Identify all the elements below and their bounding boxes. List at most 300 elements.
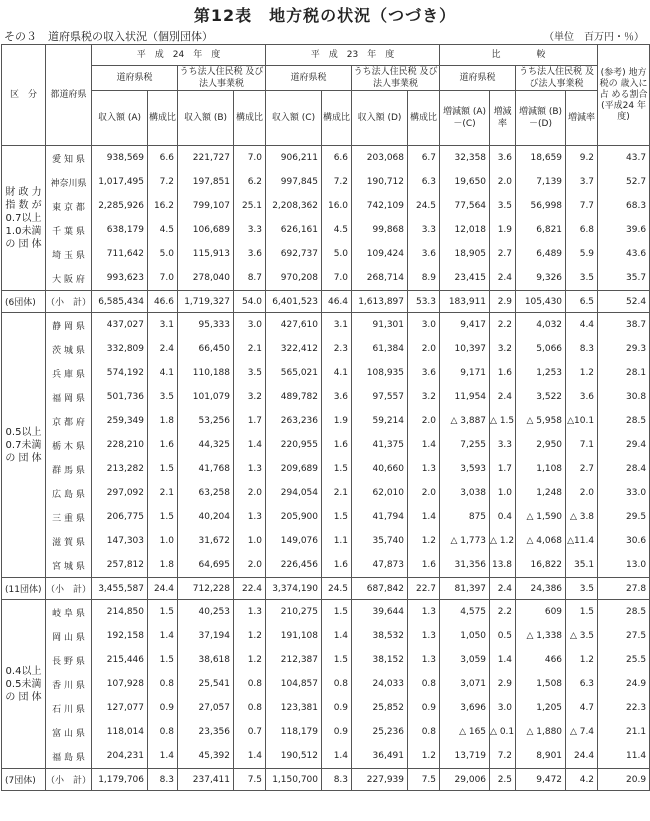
value-cell: 875 (440, 505, 490, 529)
value-cell: 37,194 (178, 624, 234, 648)
value-cell: 30.6 (598, 529, 650, 553)
value-cell: △ 1.5 (490, 409, 516, 433)
value-cell: 19,650 (440, 170, 490, 194)
value-cell: 1.5 (322, 648, 352, 672)
value-cell: 6.2 (234, 170, 266, 194)
prefecture-name: 宮 城 県 (46, 553, 92, 578)
value-cell: 43.6 (598, 242, 650, 266)
value-cell: 24.4 (566, 744, 598, 769)
value-cell: 7,255 (440, 433, 490, 457)
prefecture-name: 愛 知 県 (46, 146, 92, 171)
value-cell: 9,171 (440, 361, 490, 385)
value-cell: 18,905 (440, 242, 490, 266)
value-cell: 28.4 (598, 457, 650, 481)
value-cell: 7.0 (148, 266, 178, 291)
header-reference: (参考) 地方税の 歳入に占 める割合 (平成24 年度) (598, 45, 650, 146)
value-cell: 1.0 (234, 529, 266, 553)
value-cell: 0.9 (322, 720, 352, 744)
value-cell: 638,179 (92, 218, 148, 242)
subtotal-value: 2.4 (490, 578, 516, 600)
value-cell: 12,018 (440, 218, 490, 242)
value-cell: 4.5 (148, 218, 178, 242)
subtotal-value: 3,374,190 (266, 578, 322, 600)
header-rate-bd: 増減率 (566, 91, 598, 146)
header-cmp-doufukenzei: 道府県税 (440, 66, 516, 91)
value-cell: 205,900 (266, 505, 322, 529)
header-rate-ac: 増減率 (490, 91, 516, 146)
value-cell: 2.9 (490, 672, 516, 696)
value-cell: 1,050 (440, 624, 490, 648)
value-cell: 28.5 (598, 600, 650, 625)
value-cell: 799,107 (178, 194, 234, 218)
subtotal-value: 9,472 (516, 769, 566, 791)
value-cell: 2,950 (516, 433, 566, 457)
value-cell: 44,325 (178, 433, 234, 457)
header-diff-ac: 増減額 (A)－(C) (440, 91, 490, 146)
value-cell: 6.6 (322, 146, 352, 171)
value-cell: 0.9 (322, 696, 352, 720)
table-row (2, 648, 650, 672)
subtotal-value: 7.5 (234, 769, 266, 791)
table-row (2, 385, 650, 409)
prefecture-name: 京 都 府 (46, 409, 92, 433)
subtotal-value: 2.9 (490, 291, 516, 313)
prefecture-name: 群 馬 県 (46, 457, 92, 481)
value-cell: 190,712 (352, 170, 408, 194)
value-cell: 45,392 (178, 744, 234, 769)
prefecture-name: 東 京 都 (46, 194, 92, 218)
value-cell: 2,285,926 (92, 194, 148, 218)
value-cell: 1.3 (234, 600, 266, 625)
table-row (2, 313, 650, 338)
value-cell: △ 3.5 (566, 624, 598, 648)
header-ratio-a: 構成比 (148, 91, 178, 146)
value-cell: 68.3 (598, 194, 650, 218)
value-cell: 8.7 (234, 266, 266, 291)
value-cell: 99,868 (352, 218, 408, 242)
value-cell: 2.0 (566, 481, 598, 505)
subtotal-value: 22.4 (234, 578, 266, 600)
subtotal-value: 22.7 (408, 578, 440, 600)
value-cell: 1.6 (148, 433, 178, 457)
table-row (2, 481, 650, 505)
subtotal-value: 27.8 (598, 578, 650, 600)
value-cell: 210,275 (266, 600, 322, 625)
value-cell: 1.4 (490, 648, 516, 672)
value-cell: 3.1 (148, 313, 178, 338)
value-cell: 4.1 (148, 361, 178, 385)
value-cell: 1.6 (322, 553, 352, 578)
value-cell: 41,794 (352, 505, 408, 529)
value-cell: 1.9 (322, 409, 352, 433)
value-cell: 56,998 (516, 194, 566, 218)
page-title: 第12表 地方税の状況（つづき） (193, 6, 457, 25)
subtotal-value: 2.5 (490, 769, 516, 791)
value-cell: 4.1 (322, 361, 352, 385)
value-cell: 297,092 (92, 481, 148, 505)
value-cell: 9,326 (516, 266, 566, 291)
value-cell: 13,719 (440, 744, 490, 769)
prefecture-name: 神奈川県 (46, 170, 92, 194)
value-cell: 7.2 (322, 170, 352, 194)
value-cell: 4,575 (440, 600, 490, 625)
value-cell: 3.5 (234, 361, 266, 385)
value-cell: 28.1 (598, 361, 650, 385)
table-row (2, 361, 650, 385)
value-cell: 1,017,495 (92, 170, 148, 194)
subtotal-value: 6,401,523 (266, 291, 322, 313)
value-cell: 1.5 (148, 505, 178, 529)
value-cell: 7.0 (234, 146, 266, 171)
value-cell: 3.3 (490, 433, 516, 457)
group-label: 0.4以上 0.5未満 の 団 体 (2, 600, 46, 769)
value-cell: 1.0 (148, 529, 178, 553)
value-cell: 1.2 (566, 648, 598, 672)
value-cell: 3,696 (440, 696, 490, 720)
value-cell: 29.3 (598, 337, 650, 361)
value-cell: 213,282 (92, 457, 148, 481)
value-cell: 1.2 (234, 624, 266, 648)
value-cell: 332,809 (92, 337, 148, 361)
unit-note: （単位 百万円・％） (544, 32, 644, 43)
table-row (2, 600, 650, 625)
value-cell: 1.4 (234, 433, 266, 457)
value-cell: 1.7 (234, 409, 266, 433)
value-cell: 47,873 (352, 553, 408, 578)
value-cell: 4,032 (516, 313, 566, 338)
value-cell: 3,071 (440, 672, 490, 696)
table-row (2, 529, 650, 553)
value-cell: 1.4 (322, 744, 352, 769)
value-cell: 3.1 (322, 313, 352, 338)
value-cell: 95,333 (178, 313, 234, 338)
value-cell: 7.7 (566, 194, 598, 218)
value-cell: 35.1 (566, 553, 598, 578)
value-cell: 0.8 (234, 696, 266, 720)
value-cell: 29.5 (598, 505, 650, 529)
value-cell: 192,158 (92, 624, 148, 648)
value-cell: 16.0 (322, 194, 352, 218)
value-cell: 97,557 (352, 385, 408, 409)
value-cell: 91,301 (352, 313, 408, 338)
value-cell: 1.4 (148, 744, 178, 769)
value-cell: 35,740 (352, 529, 408, 553)
value-cell: 52.7 (598, 170, 650, 194)
subtotal-value: 3,455,587 (92, 578, 148, 600)
value-cell: 13.0 (598, 553, 650, 578)
value-cell: 197,851 (178, 170, 234, 194)
value-cell: 5.9 (566, 242, 598, 266)
value-cell: 226,456 (266, 553, 322, 578)
value-cell: 259,349 (92, 409, 148, 433)
value-cell: 1.2 (408, 529, 440, 553)
value-cell: 6.8 (566, 218, 598, 242)
value-cell: 31,356 (440, 553, 490, 578)
header-prefecture: 都道府県 (46, 45, 92, 146)
value-cell: 1.4 (234, 744, 266, 769)
value-cell: 2.0 (234, 553, 266, 578)
value-cell: 1.6 (408, 553, 440, 578)
value-cell: 21.1 (598, 720, 650, 744)
subtotal-value: 3.5 (566, 578, 598, 600)
value-cell: 2.1 (322, 481, 352, 505)
value-cell: 25.5 (598, 648, 650, 672)
value-cell: 3.5 (490, 194, 516, 218)
prefecture-name: 岡 山 県 (46, 624, 92, 648)
value-cell: 2.7 (566, 457, 598, 481)
table-row (2, 266, 650, 291)
value-cell: 0.7 (234, 720, 266, 744)
subtotal-group-count: (6団体) (2, 291, 46, 313)
value-cell: 25.1 (234, 194, 266, 218)
value-cell: 906,211 (266, 146, 322, 171)
value-cell: 268,714 (352, 266, 408, 291)
value-cell: 0.8 (234, 672, 266, 696)
table-row (2, 696, 650, 720)
subtotal-value: 6,585,434 (92, 291, 148, 313)
header-ratio-c: 構成比 (322, 91, 352, 146)
value-cell: 127,077 (92, 696, 148, 720)
prefecture-name: 滋 賀 県 (46, 529, 92, 553)
value-cell: 39.6 (598, 218, 650, 242)
value-cell: 2.0 (408, 409, 440, 433)
subtotal-value: 46.4 (322, 291, 352, 313)
value-cell: 501,736 (92, 385, 148, 409)
value-cell: 2.4 (490, 266, 516, 291)
value-cell: 2.1 (234, 337, 266, 361)
value-cell: 3.6 (408, 242, 440, 266)
header-revenue-a: 収入額 (A) (92, 91, 148, 146)
value-cell: 16.2 (148, 194, 178, 218)
value-cell: 9.2 (566, 146, 598, 171)
value-cell: 7.1 (566, 433, 598, 457)
table-row (2, 553, 650, 578)
value-cell: 123,381 (266, 696, 322, 720)
value-cell: 2.4 (490, 385, 516, 409)
value-cell: 3.3 (408, 218, 440, 242)
prefecture-name: 埼 玉 県 (46, 242, 92, 266)
value-cell: 29.4 (598, 433, 650, 457)
subtotal-group-count: (7団体) (2, 769, 46, 791)
value-cell: 3.3 (234, 218, 266, 242)
header-ratio-d: 構成比 (408, 91, 440, 146)
value-cell: 31,672 (178, 529, 234, 553)
value-cell: △ 165 (440, 720, 490, 744)
value-cell: 204,231 (92, 744, 148, 769)
value-cell: 1.2 (408, 744, 440, 769)
value-cell: 2.0 (408, 481, 440, 505)
value-cell: 1,253 (516, 361, 566, 385)
value-cell: 24.5 (408, 194, 440, 218)
value-cell: 25,236 (352, 720, 408, 744)
subtotal-value: 54.0 (234, 291, 266, 313)
value-cell: 466 (516, 648, 566, 672)
value-cell: 6.3 (566, 672, 598, 696)
value-cell: △11.4 (566, 529, 598, 553)
value-cell: △ 3,887 (440, 409, 490, 433)
value-cell: 6.6 (148, 146, 178, 171)
subtotal-value: 687,842 (352, 578, 408, 600)
value-cell: 2.0 (234, 481, 266, 505)
prefecture-name: 福 岡 県 (46, 385, 92, 409)
value-cell: 2.0 (490, 170, 516, 194)
value-cell: 1,248 (516, 481, 566, 505)
value-cell: 3,038 (440, 481, 490, 505)
subtotal-row (2, 578, 650, 600)
value-cell: 0.8 (408, 672, 440, 696)
value-cell: 938,569 (92, 146, 148, 171)
value-cell: 118,179 (266, 720, 322, 744)
value-cell: 742,109 (352, 194, 408, 218)
table-row (2, 170, 650, 194)
prefecture-name: 大 阪 府 (46, 266, 92, 291)
table-body (2, 146, 650, 791)
value-cell: 101,079 (178, 385, 234, 409)
value-cell: 7.2 (490, 744, 516, 769)
value-cell: 427,610 (266, 313, 322, 338)
prefecture-name: 茨 城 県 (46, 337, 92, 361)
value-cell: 997,845 (266, 170, 322, 194)
value-cell: 8,901 (516, 744, 566, 769)
table-row (2, 624, 650, 648)
prefecture-name: 三 重 県 (46, 505, 92, 529)
value-cell: 3.0 (490, 696, 516, 720)
value-cell: 38,618 (178, 648, 234, 672)
value-cell: 1.8 (148, 409, 178, 433)
subtotal-value: 237,411 (178, 769, 234, 791)
subtotal-value: 81,397 (440, 578, 490, 600)
value-cell: 40,660 (352, 457, 408, 481)
value-cell: 3,522 (516, 385, 566, 409)
header-diff-bd: 増減額 (B)－(D) (516, 91, 566, 146)
value-cell: 0.8 (408, 720, 440, 744)
header-h23-doufukenzei: 道府県税 (266, 66, 352, 91)
prefecture-name: 千 葉 県 (46, 218, 92, 242)
value-cell: 118,014 (92, 720, 148, 744)
value-cell: 3.0 (234, 313, 266, 338)
value-cell: 209,689 (266, 457, 322, 481)
value-cell: 609 (516, 600, 566, 625)
value-cell: △ 5,958 (516, 409, 566, 433)
header-h23: 平 成 23 年 度 (266, 45, 440, 66)
table-subtitle: その３ 道府県税の収入状況（個別団体） (4, 30, 213, 43)
prefecture-name: 栃 木 県 (46, 433, 92, 457)
prefecture-name: 長 野 県 (46, 648, 92, 672)
value-cell: 1.4 (148, 624, 178, 648)
header-cmp-corporate: うち法人住民税 及び法人事業税 (516, 66, 598, 91)
value-cell: 23,415 (440, 266, 490, 291)
value-cell: 278,040 (178, 266, 234, 291)
value-cell: 4.4 (566, 313, 598, 338)
table-row (2, 744, 650, 769)
value-cell: 62,010 (352, 481, 408, 505)
value-cell: 3.2 (408, 385, 440, 409)
value-cell: 1.3 (408, 624, 440, 648)
value-cell: 0.9 (148, 696, 178, 720)
value-cell: 40,204 (178, 505, 234, 529)
value-cell: 1.6 (490, 361, 516, 385)
header-h24: 平 成 24 年 度 (92, 45, 266, 66)
group-label: 財 政 力 指 数 が 0.7以上 1.0未満 の 団 体 (2, 146, 46, 291)
value-cell: 110,188 (178, 361, 234, 385)
prefecture-name: 静 岡 県 (46, 313, 92, 338)
value-cell: 3.5 (566, 266, 598, 291)
value-cell: 2.7 (490, 242, 516, 266)
group-label: 0.5以上 0.7未満 の 団 体 (2, 313, 46, 578)
value-cell: 106,689 (178, 218, 234, 242)
subtotal-value: 52.4 (598, 291, 650, 313)
value-cell: 3.6 (234, 242, 266, 266)
value-cell: 228,210 (92, 433, 148, 457)
subtotal-value: 20.9 (598, 769, 650, 791)
subtotal-value: 1,150,700 (266, 769, 322, 791)
value-cell: △ 1,773 (440, 529, 490, 553)
subtotal-value: 24.5 (322, 578, 352, 600)
value-cell: 7.0 (322, 266, 352, 291)
value-cell: 66,450 (178, 337, 234, 361)
value-cell: 38,532 (352, 624, 408, 648)
value-cell: 41,375 (352, 433, 408, 457)
subtotal-label: （小 計） (46, 769, 92, 791)
value-cell: 1,508 (516, 672, 566, 696)
value-cell: 191,108 (266, 624, 322, 648)
value-cell: 36,491 (352, 744, 408, 769)
value-cell: 59,214 (352, 409, 408, 433)
value-cell: 5.0 (148, 242, 178, 266)
value-cell: 1.0 (490, 481, 516, 505)
value-cell: △ 0.1 (490, 720, 516, 744)
value-cell: 1.3 (408, 648, 440, 672)
subtotal-value: 105,430 (516, 291, 566, 313)
value-cell: 1.4 (322, 624, 352, 648)
value-cell: 1.3 (234, 505, 266, 529)
prefecture-name: 福 島 県 (46, 744, 92, 769)
value-cell: 203,068 (352, 146, 408, 171)
value-cell: 1.2 (234, 648, 266, 672)
table-row (2, 337, 650, 361)
subtotal-value: 24,386 (516, 578, 566, 600)
table-row (2, 194, 650, 218)
value-cell: 10,397 (440, 337, 490, 361)
value-cell: 1.2 (566, 361, 598, 385)
value-cell: 1.5 (322, 457, 352, 481)
value-cell: 6,489 (516, 242, 566, 266)
value-cell: 6,821 (516, 218, 566, 242)
value-cell: 1.4 (408, 433, 440, 457)
header-h23-corporate: うち法人住民税 及び法人事業税 (352, 66, 440, 91)
value-cell: 16,822 (516, 553, 566, 578)
value-cell: 115,913 (178, 242, 234, 266)
value-cell: 27.5 (598, 624, 650, 648)
value-cell: 257,812 (92, 553, 148, 578)
subtotal-value: 24.4 (148, 578, 178, 600)
table-row (2, 457, 650, 481)
value-cell: 61,384 (352, 337, 408, 361)
value-cell: 5.0 (322, 242, 352, 266)
value-cell: 43.7 (598, 146, 650, 171)
value-cell: 1,205 (516, 696, 566, 720)
value-cell: 322,412 (266, 337, 322, 361)
header-revenue-c: 収入額 (C) (266, 91, 322, 146)
value-cell: 32,358 (440, 146, 490, 171)
value-cell: 4.7 (566, 696, 598, 720)
value-cell: 18,659 (516, 146, 566, 171)
value-cell: 294,054 (266, 481, 322, 505)
value-cell: 11.4 (598, 744, 650, 769)
value-cell: 3.6 (322, 385, 352, 409)
value-cell: 3.2 (490, 337, 516, 361)
value-cell: 33.0 (598, 481, 650, 505)
